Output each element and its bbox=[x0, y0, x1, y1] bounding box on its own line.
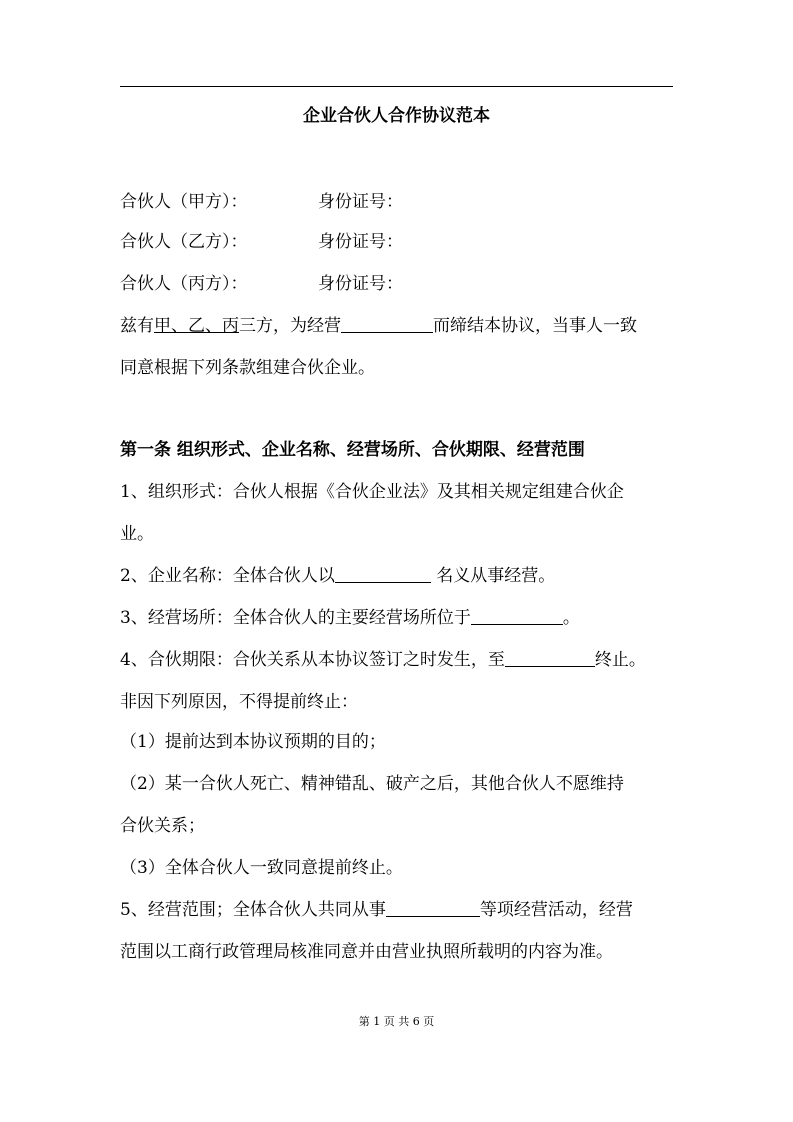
item-4-line-2: 非因下列原因，不得提前终止： bbox=[120, 692, 358, 712]
page-footer: 第 1 页 共 6 页 bbox=[358, 1015, 435, 1028]
item-1-line-2: 业。 bbox=[120, 524, 154, 544]
item-4 bbox=[120, 648, 680, 672]
intro-part-1: 兹有 bbox=[120, 316, 154, 336]
document-title: 企业合伙人合作协议范本 bbox=[303, 106, 490, 126]
company-name-blank bbox=[335, 564, 431, 583]
item-3-before: 3、经营场所：全体合伙人的主要经营场所位于 bbox=[120, 608, 471, 628]
item-4-before: 4、合伙期限：合伙关系从本协议签订之时发生，至 bbox=[120, 650, 505, 670]
item-3 bbox=[120, 606, 680, 630]
item-1-line-1: 1、组织形式：合伙人根据《合伙企业法》及其相关规定组建合伙企 bbox=[120, 482, 624, 502]
item-5-before: 5、经营范围；全体合伙人共同从事 bbox=[120, 900, 386, 920]
party-c-id-label: 身份证号： bbox=[318, 274, 403, 294]
reason-3: （3）全体合伙人一致同意提前终止。 bbox=[120, 858, 403, 878]
intro-line-2: 同意根据下列条款组建合伙企业。 bbox=[120, 358, 375, 378]
intro-part-2: 三方，为经营 bbox=[239, 316, 341, 336]
business-scope-blank bbox=[386, 898, 480, 917]
item-2 bbox=[120, 564, 680, 588]
item-5-line-2: 范围以工商行政管理局核准同意并由营业执照所载明的内容为准。 bbox=[120, 942, 613, 962]
party-b-label: 合伙人（乙方）： bbox=[120, 232, 248, 252]
business-blank bbox=[341, 314, 433, 333]
item-2-after: 名义从事经营。 bbox=[430, 566, 556, 586]
business-location-blank bbox=[471, 606, 563, 625]
item-4-after: 终止。 bbox=[594, 650, 646, 670]
party-a-id-label: 身份证号： bbox=[318, 192, 403, 212]
party-c-label: 合伙人（丙方）： bbox=[120, 274, 248, 294]
item-5-after: 等项经营活动，经营 bbox=[479, 900, 633, 920]
term-end-blank bbox=[505, 648, 595, 667]
intro-underlined-parties: 甲、乙、丙 bbox=[154, 316, 239, 336]
reason-1: （1）提前达到本协议预期的目的； bbox=[120, 732, 386, 752]
item-5 bbox=[120, 898, 680, 922]
party-b-id-label: 身份证号： bbox=[318, 232, 403, 252]
item-2-before: 2、企业名称：全体合伙人以 bbox=[120, 566, 335, 586]
reason-2-line-1: （2）某一合伙人死亡、精神错乱、破产之后，其他合伙人不愿维持 bbox=[120, 774, 624, 794]
intro-part-3: 而缔结本协议，当事人一致 bbox=[433, 316, 637, 336]
article-1-heading: 第一条 组织形式、企业名称、经营场所、合伙期限、经营范围 bbox=[120, 440, 585, 460]
party-a-label: 合伙人（甲方）： bbox=[120, 192, 248, 212]
intro-line-1 bbox=[120, 314, 680, 338]
header-rule bbox=[120, 86, 673, 87]
reason-2-line-2: 合伙关系； bbox=[120, 816, 205, 836]
item-3-after: 。 bbox=[562, 608, 580, 628]
